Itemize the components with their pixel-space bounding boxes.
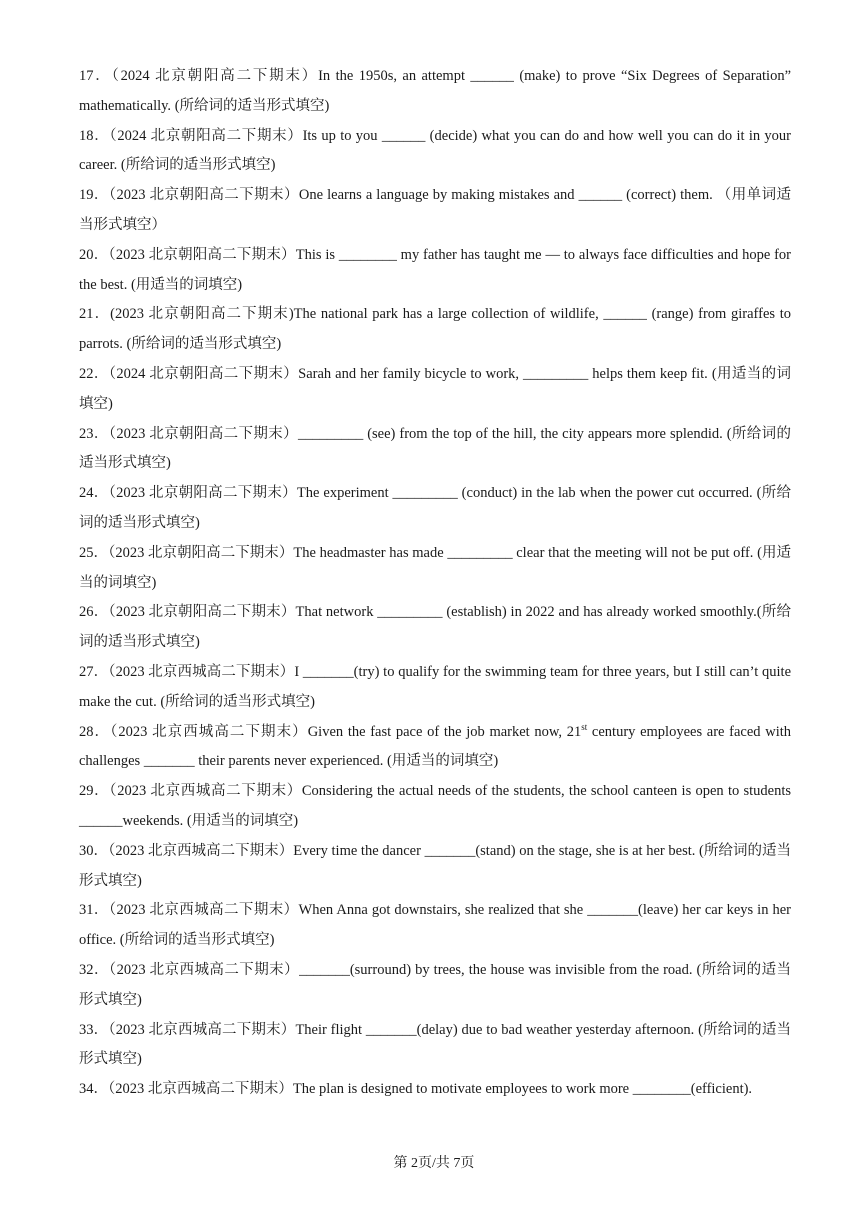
question-number: 30．	[79, 842, 109, 859]
question-hint: (所给词的适当形式填空)	[160, 693, 316, 710]
question-text: The headmaster has made _________ clear that the meeting will not be put off.	[293, 544, 754, 561]
question-source: （2023 北京西城高二下期末）	[108, 1021, 296, 1038]
question-list	[79, 62, 791, 1105]
question-item	[79, 837, 791, 897]
question-text: In the 1950s, an attempt ______ (make) to prove “Six Degrees of Separation” mathematically.	[79, 68, 792, 114]
question-hint: (所给词的适当形式填空)	[79, 961, 792, 1008]
question-number: 22．	[79, 365, 109, 382]
question-item	[79, 658, 791, 718]
question-source: （2023 北京朝阳高二下期末）	[108, 187, 299, 204]
question-source: （2023 北京朝阳高二下期末）	[108, 485, 297, 502]
question-text: century employees are faced with challenges _______ their parents never experienced.	[79, 723, 792, 770]
question-source: （2023 北京朝阳高二下期末）	[108, 425, 298, 442]
question-text: Considering the actual needs of the students, the school canteen is open to students ______weekends.	[79, 783, 792, 829]
question-number: 24．	[79, 485, 109, 502]
question-hint: (所给词的适当形式填空)	[120, 157, 276, 174]
question-hint: (所给词的适当形式填空)	[79, 425, 791, 472]
ordinal-superscript: st	[581, 721, 588, 732]
question-source: （2023 北京西城高二下期末）	[108, 663, 295, 680]
question-hint: (用适当的词填空)	[186, 812, 299, 829]
question-number: 34．	[79, 1081, 108, 1098]
question-source: (2023 北京朝阳高二下期末)	[110, 306, 294, 323]
question-text: The plan is designed to motivate employees to work more ________(efficient).	[292, 1081, 753, 1098]
question-item	[79, 62, 791, 122]
question-number: 26．	[79, 604, 109, 621]
question-item	[79, 122, 791, 182]
question-item	[79, 896, 791, 956]
question-item	[79, 777, 791, 837]
question-source: （2023 北京朝阳高二下期末）	[108, 604, 296, 621]
question-source: （2023 北京西城高二下期末）	[110, 723, 308, 740]
question-item	[79, 718, 791, 778]
question-number: 20．	[79, 246, 109, 263]
question-source: （2023 北京西城高二下期末）	[108, 1081, 293, 1098]
question-text: The experiment _________ (conduct) in the lab when the power cut occurred.	[296, 485, 753, 502]
question-hint: (用适当的词填空)	[79, 544, 792, 591]
question-item	[79, 360, 791, 420]
question-hint: (所给词的适当形式填空)	[79, 1021, 792, 1068]
question-hint: （用单词适当形式填空）	[79, 187, 792, 233]
page-footer: 第 2页/共 7页	[393, 1156, 475, 1171]
question-number: 19．	[79, 187, 109, 204]
question-number: 32．	[79, 961, 109, 978]
question-text: _________ (see) from the top of the hill, the city appears more splendid.	[297, 425, 723, 442]
question-hint: (所给词的适当形式填空)	[79, 604, 792, 651]
question-hint: (所给词的适当形式填空)	[79, 485, 791, 531]
question-text: _______(surround) by trees, the house was invisible from the road.	[299, 961, 693, 978]
question-source: （2023 北京西城高二下期末）	[109, 783, 302, 800]
question-item	[79, 1075, 791, 1105]
question-number: 21．	[79, 306, 111, 323]
question-text: That network _________ (establish) in 2022 and has already worked smoothly.	[295, 604, 757, 621]
question-source: （2023 北京西城高二下期末）	[108, 961, 300, 978]
question-number: 23．	[79, 425, 109, 442]
question-hint: (所给词的适当形式填空)	[126, 336, 282, 353]
question-source: （2023 北京朝阳高二下期末）	[108, 246, 296, 263]
question-item	[79, 300, 791, 360]
question-item	[79, 181, 791, 241]
question-text: One learns a language by making mistakes and ______ (correct) them.	[298, 187, 713, 204]
question-number: 33．	[79, 1021, 109, 1038]
question-source: （2023 北京朝阳高二下期末）	[108, 544, 294, 561]
question-hint: (用适当的词填空)	[130, 276, 243, 293]
question-item	[79, 479, 791, 539]
question-number: 27．	[79, 663, 109, 680]
question-source: （2023 北京西城高二下期末）	[108, 842, 294, 859]
question-text: This is ________ my father has taught me — to always face difficulties and hope for the best.	[79, 246, 792, 293]
question-hint: (所给词的适当形式填空)	[119, 932, 275, 949]
question-item	[79, 1016, 791, 1076]
question-item	[79, 241, 791, 301]
question-item	[79, 956, 791, 1016]
question-item	[79, 420, 791, 480]
question-hint: (所给词的适当形式填空)	[79, 842, 792, 889]
question-text: Every time the dancer _______(stand) on the stage, she is at her best.	[293, 842, 696, 859]
question-number: 25．	[79, 544, 109, 561]
question-number: 29．	[79, 783, 110, 800]
question-item	[79, 539, 791, 599]
question-number: 18．	[79, 127, 110, 144]
question-text: When Anna got downstairs, she realized that she _______(leave) her car keys in her office.	[79, 902, 791, 949]
question-source: （2024 北京朝阳高二下期末）	[111, 68, 319, 84]
question-text-start: Given the fast pace of the job market now, 21	[307, 723, 582, 740]
question-source: （2024 北京朝阳高二下期末）	[108, 365, 299, 382]
question-hint: (用适当的词填空)	[387, 753, 499, 770]
question-source: （2023 北京西城高二下期末）	[108, 902, 299, 919]
question-hint: (所给词的适当形式填空)	[174, 97, 330, 114]
question-number: 17．	[79, 68, 112, 84]
question-text: The national park has a large collection of wildlife, ______ (range) from giraffes to parrots.	[79, 306, 792, 353]
question-text: Sarah and her family bicycle to work, _________ helps them keep fit.	[298, 365, 708, 382]
question-item	[79, 598, 791, 658]
question-text: Their flight _______(delay) due to bad weather yesterday afternoon.	[295, 1021, 695, 1038]
question-hint: (用适当的词填空)	[79, 365, 792, 412]
question-text: Its up to you ______ (decide) what you can do and how well you can do it in your career.	[79, 127, 791, 174]
question-number: 28．	[79, 723, 111, 740]
question-text: I _______(try) to qualify for the swimming team for three years, but I still can’t quite make the cut.	[79, 663, 792, 710]
question-number: 31．	[79, 902, 109, 919]
question-source: （2024 北京朝阳高二下期末）	[109, 127, 303, 144]
